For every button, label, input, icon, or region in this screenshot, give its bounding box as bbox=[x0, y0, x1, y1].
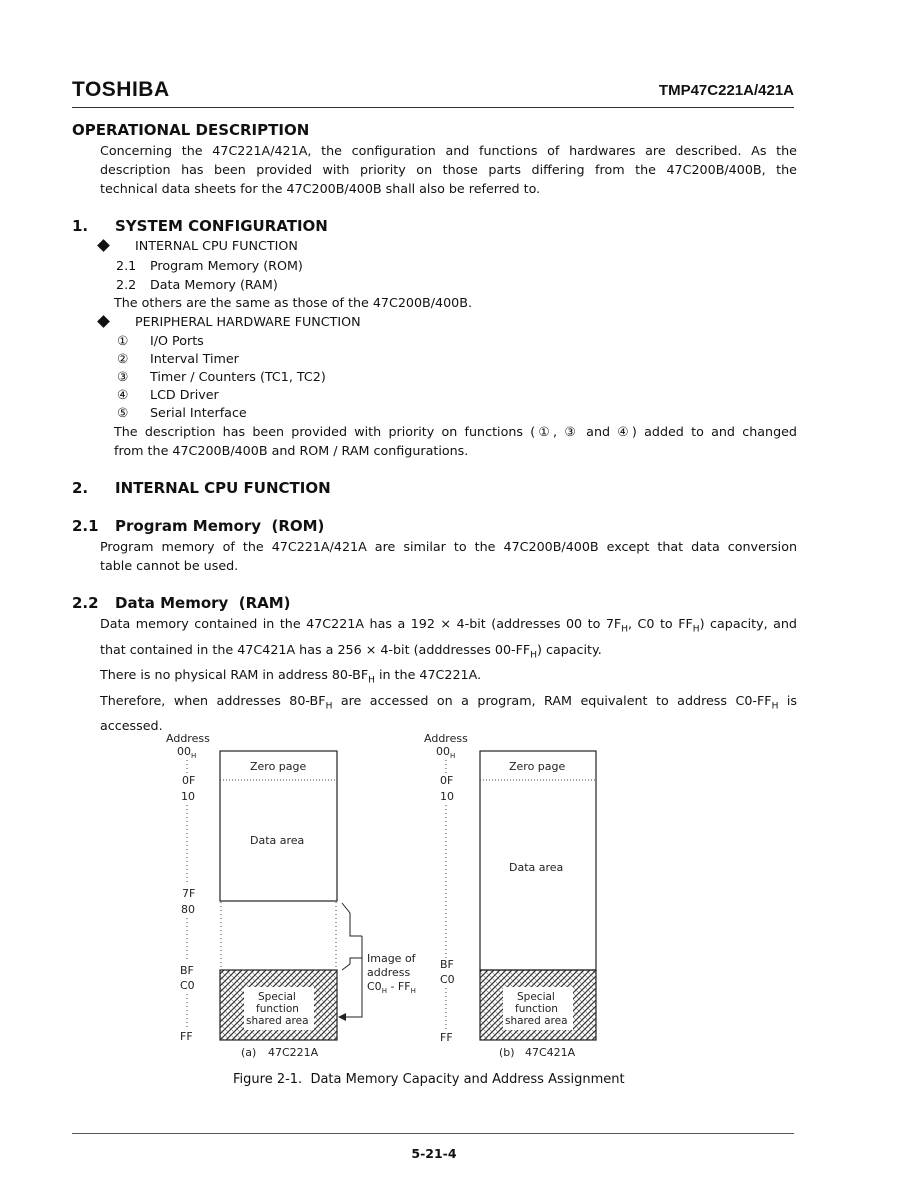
operational-title: OPERATIONAL DESCRIPTION bbox=[72, 121, 310, 139]
address-7f: 7F bbox=[182, 887, 196, 900]
address-ff: FF bbox=[180, 1030, 193, 1043]
address-bf: BF bbox=[440, 958, 454, 971]
caption-tag-a: (a) bbox=[241, 1046, 257, 1059]
address-ff: FF bbox=[440, 1031, 453, 1044]
peripheral-item-num: ③ bbox=[117, 369, 129, 384]
section-2-2-line: Therefore, when addresses $80-BF_H$ are accessed on a program, RAM equivalent to address $C0-FF_H$ is bbox=[100, 692, 797, 712]
internal-item-num: 2.1 bbox=[116, 258, 137, 273]
address-c0: C0 bbox=[440, 973, 455, 986]
section-2-2-line: that contained in the 47C421A has a 256 × 4-bit (adddresses $00-FF_H$) capacity. bbox=[100, 641, 602, 661]
memory-map-b bbox=[424, 732, 596, 1059]
section-2-2-line: accessed. bbox=[100, 718, 163, 734]
address-label: Address bbox=[166, 732, 210, 745]
section-1-number: 1. bbox=[72, 217, 89, 235]
section-2-1-line: table cannot be used. bbox=[100, 558, 239, 573]
others-note: The others are the same as those of the 47C200B/400B. bbox=[114, 295, 472, 310]
address-c0: C0 bbox=[180, 979, 195, 992]
section-2-number: 2. bbox=[72, 479, 89, 497]
section-2-1-number: 2.1 bbox=[72, 517, 99, 535]
operational-line: Concerning the 47C221A/421A, the configuration and functions of hardwares are described. As the bbox=[100, 143, 797, 158]
caption-name-b: 47C421A bbox=[525, 1046, 576, 1059]
address-10: 10 bbox=[181, 790, 195, 803]
address-bf: BF bbox=[180, 964, 194, 977]
peripheral-label: PERIPHERAL HARDWARE FUNCTION bbox=[135, 314, 361, 329]
peripheral-item-num: ② bbox=[117, 351, 129, 366]
brace-lower bbox=[342, 936, 362, 970]
data-area-label: Data area bbox=[250, 834, 305, 847]
part-number: TMP47C221A/421A bbox=[658, 82, 794, 99]
physical-ram-box bbox=[220, 751, 337, 901]
peripheral-item-num: ① bbox=[117, 333, 129, 348]
address-0f: 0F bbox=[440, 774, 454, 787]
page-number: 5-21-4 bbox=[411, 1146, 457, 1161]
internal-cpu-label: INTERNAL CPU FUNCTION bbox=[135, 238, 298, 253]
section-1-title: SYSTEM CONFIGURATION bbox=[115, 217, 328, 235]
peripheral-item-label: Interval Timer bbox=[150, 351, 239, 366]
footer-rule bbox=[72, 1133, 794, 1134]
function-label: function bbox=[256, 1003, 299, 1015]
image-range-label: $C0_H - FF_H$ bbox=[367, 980, 416, 995]
zero-page-label: Zero page bbox=[509, 760, 566, 773]
section-1-desc-line: The description has been provided with priority on functions (①, ③ and ④) added to and changed bbox=[114, 424, 797, 439]
special-label: Special bbox=[258, 991, 296, 1003]
peripheral-item-label: Serial Interface bbox=[150, 405, 247, 420]
internal-item-label: Program Memory (ROM) bbox=[150, 258, 303, 273]
operational-line: description has been provided with priority on those parts differing from the 47C200B/400B, the bbox=[100, 162, 797, 177]
section-2-title: INTERNAL CPU FUNCTION bbox=[115, 479, 331, 497]
operational-line: technical data sheets for the 47C200B/400B shall also be referred to. bbox=[100, 181, 541, 196]
section-2-2-title: Data Memory (RAM) bbox=[115, 594, 291, 612]
peripheral-item-num: ⑤ bbox=[117, 405, 129, 420]
brace-upper bbox=[342, 903, 362, 936]
shared-area-label: shared area bbox=[246, 1015, 309, 1027]
internal-item-label: Data Memory (RAM) bbox=[150, 277, 278, 292]
address-word-label: address bbox=[367, 966, 411, 979]
address-80: 80 bbox=[181, 903, 195, 916]
section-2-2-number: 2.2 bbox=[72, 594, 99, 612]
zero-page-label: Zero page bbox=[250, 760, 307, 773]
section-2-2-line: Data memory contained in the 47C221A has a 192 × 4-bit (addresses 00 to $7F_H$, C0 to $FF_H$) capacity, and bbox=[100, 616, 797, 635]
internal-item-num: 2.2 bbox=[116, 277, 137, 292]
section-1-desc-line: from the 47C200B/400B and ROM / RAM configurations. bbox=[114, 443, 469, 458]
address-00: $00_H$ bbox=[177, 745, 197, 760]
peripheral-item-label: LCD Driver bbox=[150, 387, 219, 402]
data-area-label: Data area bbox=[509, 861, 564, 874]
function-label: function bbox=[515, 1003, 558, 1015]
memory-map-a bbox=[166, 732, 337, 1059]
section-2-2-line: There is no physical RAM in address $80-BF_H$ in the 47C221A. bbox=[100, 667, 482, 686]
arrow-head-icon bbox=[338, 1013, 346, 1021]
peripheral-item-label: Timer / Counters (TC1, TC2) bbox=[150, 369, 326, 384]
peripheral-item-label: I/O Ports bbox=[150, 333, 204, 348]
brand-logo-text: TOSHIBA bbox=[72, 78, 170, 101]
figure-caption: Figure 2-1. Data Memory Capacity and Address Assignment bbox=[233, 1072, 625, 1087]
address-label: Address bbox=[424, 732, 468, 745]
caption-name-a: 47C221A bbox=[268, 1046, 319, 1059]
address-10: 10 bbox=[440, 790, 454, 803]
peripheral-item-num: ④ bbox=[117, 387, 129, 402]
image-of-label: Image of bbox=[367, 952, 416, 965]
caption-tag-b: (b) bbox=[499, 1046, 515, 1059]
address-0f: 0F bbox=[182, 774, 196, 787]
special-label: Special bbox=[517, 991, 555, 1003]
image-brace bbox=[338, 903, 417, 1021]
section-2-1-line: Program memory of the 47C221A/421A are similar to the 47C200B/400B except that data conversion bbox=[100, 539, 797, 554]
section-2-1-title: Program Memory (ROM) bbox=[115, 517, 325, 535]
shared-area-label: shared area bbox=[505, 1015, 568, 1027]
address-00: $00_H$ bbox=[436, 745, 456, 760]
